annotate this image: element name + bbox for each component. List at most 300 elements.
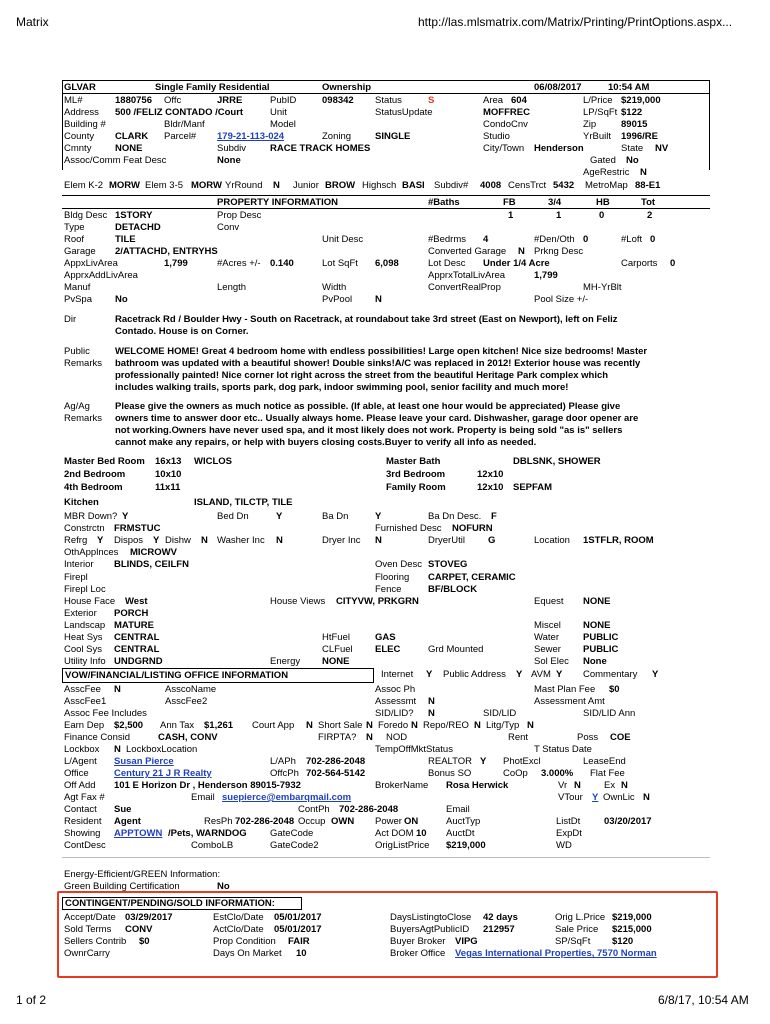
roof-label: Roof — [64, 234, 85, 245]
gated-label: Gated — [590, 155, 616, 166]
unit-label: Unit — [270, 107, 287, 118]
washer-value: N — [276, 535, 283, 546]
bed4-label: 4th Bedroom — [64, 482, 123, 493]
left-border — [62, 80, 63, 170]
firepl-label: Firepl — [64, 572, 88, 583]
sidlidann-label: SID/LID Ann — [583, 708, 636, 719]
flooring-value: CARPET, CERAMIC — [428, 572, 516, 583]
lotdesc-label: Lot Desc — [428, 258, 466, 269]
gatecode-label: GateCode — [270, 828, 314, 839]
school-elem35-label: Elem 3-5 — [145, 180, 184, 191]
furnished-value: NOFURN — [452, 523, 493, 534]
statusupdate-value: MOFFREC — [483, 107, 530, 118]
kitchen-value: ISLAND, TILCTP, TILE — [194, 497, 293, 508]
public-remarks-label: Public — [64, 346, 90, 357]
miscel-value: NONE — [583, 620, 611, 631]
totliv-value: 1,799 — [534, 270, 558, 281]
livarea-label: AppxLivArea — [64, 258, 118, 269]
masterbath-value: DBLSNK, SHOWER — [513, 456, 601, 467]
dispos-value: Y — [153, 535, 160, 546]
board-name: GLVAR — [64, 82, 96, 93]
property-type: Single Family Residential — [155, 82, 270, 93]
bldgdesc-label: Bldg Desc — [64, 210, 108, 221]
agag-remarks-label: Ag/Ag — [64, 401, 90, 412]
offc-label: Offc — [164, 95, 182, 106]
header-rule — [62, 93, 710, 94]
garage-value: 2/ATTACHD, ENTRYHS — [115, 246, 218, 257]
saleprice-value: $215,000 — [612, 924, 652, 935]
pvpool-label: PvPool — [322, 294, 353, 305]
badn-value: Y — [375, 511, 382, 522]
pubid-label: PubID — [270, 95, 297, 106]
censtrct-value: 5432 — [553, 180, 575, 191]
kitchen-label: Kitchen — [64, 497, 99, 508]
mhyrblt-label: MH-YrBlt — [583, 282, 622, 293]
gated-value: No — [626, 155, 639, 166]
cmnty-label: Cmnty — [64, 143, 92, 154]
acres-label: #Acres +/- — [217, 258, 261, 269]
carports-value: 0 — [670, 258, 676, 269]
yrround-value: N — [273, 180, 280, 191]
green-title: Energy-Efficient/GREEN Information: — [64, 869, 221, 880]
coolsys-value: CENTRAL — [114, 644, 160, 655]
family-value: 12x10 — [477, 482, 504, 493]
subdivnum-label: Subdiv# — [434, 180, 469, 191]
accept-value: 03/29/2017 — [125, 912, 173, 923]
refrg-value: Y — [97, 535, 104, 546]
agag-remarks-line: Please give the owners as much notice as possible. (If able, at least one hour would be appreciated) Please give — [115, 401, 621, 412]
agag-remarks-line: owners time to answer door etc.. Usually always home. Please leave your card. Dishwasher, garage door opener are — [115, 413, 639, 424]
dir-line: Contado. House is on Corner. — [115, 326, 249, 337]
right-border — [709, 80, 710, 170]
origlist-label: OrigListPrice — [375, 840, 430, 851]
courtapp-value: N — [306, 720, 313, 731]
contph-label: ContPh — [298, 804, 330, 815]
dishw-value: N — [201, 535, 208, 546]
contact-label: Contact — [64, 804, 97, 815]
hb-value: 0 — [599, 210, 605, 221]
bed3-value: 12x10 — [477, 469, 504, 480]
listdt-value: 03/20/2017 — [604, 816, 652, 827]
public-remarks-line: professionally painted! Nice corner lot right across the street from the beautiful Heritage Park complex which — [115, 370, 609, 381]
vow-right-rule — [373, 668, 374, 683]
actclo-label: ActClo/Date — [213, 924, 264, 935]
estclo-value: 05/01/2017 — [274, 912, 322, 923]
mastplan-value: $0 — [609, 684, 620, 695]
public-remarks-line: bathroom was updated with a beautiful shower! Double sinks!A/C was replaced in 2012! Exterior house was recently — [115, 358, 641, 369]
vow-section-title: VOW/FINANCIAL/LISTING OFFICE INFORMATION — [65, 670, 289, 681]
ownlic-label: OwnLic — [603, 792, 635, 803]
lagent-label: L/Agent — [64, 756, 97, 767]
realtor-label: REALTOR — [428, 756, 472, 767]
fb-value: 1 — [508, 210, 514, 221]
agent-email-link[interactable]: suepierce@embarqmail.com — [222, 792, 352, 803]
highsch-value: BASI — [402, 180, 425, 191]
foredo-value: N — [411, 720, 418, 731]
agerestric-label: AgeRestric — [583, 167, 630, 178]
asscfee2-label: AsscFee2 — [165, 696, 208, 707]
building-label: Building # — [64, 119, 106, 130]
water-label: Water — [534, 632, 559, 643]
state-value: NV — [655, 143, 669, 154]
public-remarks-label: Remarks — [64, 358, 103, 369]
equest-value: NONE — [583, 596, 611, 607]
tq-label: 3/4 — [548, 197, 562, 208]
buyerbroker-value: VIPG — [455, 936, 478, 947]
family-label: Family Room — [386, 482, 446, 493]
foredo-label: Foredo — [378, 720, 409, 731]
photexcl-label: PhotExcl — [503, 756, 541, 767]
pvspa-value: No — [115, 294, 128, 305]
furnished-label: Furnished Desc — [375, 523, 442, 534]
showing-link[interactable]: APPTOWN — [114, 828, 163, 839]
poss-value: COE — [610, 732, 631, 743]
contph-value: 702-286-2048 — [339, 804, 399, 815]
bed3-label: 3rd Bedroom — [386, 469, 446, 480]
daysonmkt-value: 10 — [296, 948, 307, 959]
pvpool-value: N — [375, 294, 382, 305]
bonusso-label: Bonus SO — [428, 768, 472, 779]
ownlic-value: N — [643, 792, 650, 803]
othapp-label: OthApplnces — [64, 547, 119, 558]
earndep-label: Earn Dep — [64, 720, 105, 731]
status-value: S — [428, 95, 435, 106]
ovendesc-label: Oven Desc — [375, 559, 422, 570]
resph-label: ResPh — [204, 816, 233, 827]
houseface-value: West — [125, 596, 148, 607]
yrbuilt-label: YrBuilt — [583, 131, 611, 142]
internet-label: Internet — [381, 669, 414, 680]
exterior-value: PORCH — [114, 608, 149, 619]
family-desc: SEPFAM — [513, 482, 553, 493]
location-label: Location — [534, 535, 570, 546]
vow-left-rule — [62, 668, 63, 683]
auctyp-label: AuctTyp — [446, 816, 481, 827]
yrbuilt-value: 1996/RE — [621, 131, 658, 142]
convreal-label: ConvertRealProp — [428, 282, 501, 293]
assoc-label: Assoc/Comm Feat Desc — [64, 155, 167, 166]
estclo-label: EstClo/Date — [213, 912, 264, 923]
offc-value: JRRE — [217, 95, 243, 106]
power-label: Power — [375, 816, 402, 827]
assessmnt-value: N — [428, 696, 435, 707]
livarea-value: 1,799 — [164, 258, 188, 269]
litgtyp-label: Litg/Typ — [486, 720, 520, 731]
asscfee1-label: AsscFee1 — [64, 696, 107, 707]
commentary-label: Commentary — [583, 669, 638, 680]
energy-label: Energy — [270, 656, 301, 667]
sidlid-label: SID/LID? — [375, 708, 414, 719]
propcond-value: FAIR — [288, 936, 310, 947]
county-label: County — [64, 131, 95, 142]
statusupdate-label: StatusUpdate — [375, 107, 433, 118]
convgarage-value: N — [518, 246, 525, 257]
zip-label: Zip — [583, 119, 597, 130]
assocfeeincl-label: Assoc Fee Includes — [64, 708, 147, 719]
ownrcarry-label: OwnrCarry — [64, 948, 110, 959]
sold-title-right-rule — [301, 897, 302, 910]
finance-label: Finance Consid — [64, 732, 131, 743]
county-value: CLARK — [115, 131, 149, 142]
earndep-value: $2,500 — [114, 720, 144, 731]
yrround-label: YrRound — [225, 180, 263, 191]
refrg-label: Refrg — [64, 535, 88, 546]
ml-label: ML# — [64, 95, 83, 106]
parcel-link[interactable]: 179-21-113-024 — [217, 131, 285, 142]
courtapp-label: Court App — [252, 720, 295, 731]
dir-line: Racetrack Rd / Boulder Hwy - South on Racetrack, at roundabout take 3rd street (East on Newport), left on Feliz — [115, 314, 618, 325]
subdiv-label: Subdiv — [217, 143, 247, 154]
resph-value: 702-286-2048 — [235, 816, 295, 827]
junior-value: BROW — [325, 180, 356, 191]
address-value: 500 /FELIZ CONTADO /Court — [115, 107, 244, 118]
school-elemk2-value: MORW — [109, 180, 140, 191]
header-time: 10:54 AM — [608, 82, 650, 93]
houseface-label: House Face — [64, 596, 116, 607]
occup-label: Occup — [298, 816, 326, 827]
master-desc: WICLOS — [194, 456, 232, 467]
commentary-value: Y — [652, 669, 659, 680]
rent-label: Rent — [508, 732, 529, 743]
avm-value: Y — [556, 669, 563, 680]
solelec-value: None — [583, 656, 607, 667]
censtrct-label: CensTrct — [508, 180, 547, 191]
lprice-label: L/Price — [583, 95, 613, 106]
header-date: 06/08/2017 — [534, 82, 582, 93]
addliv-label: ApprxAddLivArea — [64, 270, 138, 281]
dir-label: Dir — [64, 314, 77, 325]
vow-top-rule — [62, 668, 374, 669]
combolb-label: ComboLB — [191, 840, 234, 851]
office-link[interactable]: Century 21 J R Realty — [114, 768, 212, 779]
interior-label: Interior — [64, 559, 94, 570]
print-timestamp: 6/8/17, 10:54 AM — [658, 993, 749, 1007]
brokername-value: Rosa Herwick — [446, 780, 509, 791]
actdom-label: Act DOM — [375, 828, 414, 839]
offcph-value: 702-564-5142 — [306, 768, 366, 779]
agag-remarks-line: not working.Owners have never used spa, and it most likely does not work. Property is being sold "as is" sellers — [115, 425, 623, 436]
laph-label: L/APh — [270, 756, 296, 767]
internet-value: Y — [426, 669, 433, 680]
ovendesc-value: STOVEG — [428, 559, 468, 570]
spsqft-label: SP/SqFt — [555, 936, 591, 947]
bedrms-label: #Bedrms — [428, 234, 467, 245]
shortsale-label: Short Sale — [318, 720, 363, 731]
pubaddr-value: Y — [516, 669, 523, 680]
propdesc-label: Prop Desc — [217, 210, 262, 221]
condocnv-label: CondoCnv — [483, 119, 528, 130]
green-cert-value: No — [217, 881, 230, 892]
mbrdown-value: Y — [122, 511, 129, 522]
mastplan-label: Mast Plan Fee — [534, 684, 596, 695]
sellers-label: Sellers Contrib — [64, 936, 127, 947]
laph-value: 702-286-2048 — [306, 756, 366, 767]
soldterms-label: Sold Terms — [64, 924, 112, 935]
bldrmanf-label: Bldr/Manf — [164, 119, 205, 130]
bedrms-value: 4 — [483, 234, 489, 245]
metromap-label: MetroMap — [585, 180, 628, 191]
tot-label: Tot — [641, 197, 656, 208]
length-label: Length — [217, 282, 247, 293]
fb-label: FB — [503, 197, 516, 208]
page-url: http://las.mlsmatrix.com/Matrix/Printing/PrintOptions.aspx... — [418, 15, 733, 29]
daysonmkt-label: Days On Market — [213, 948, 282, 959]
coolsys-label: Cool Sys — [64, 644, 103, 655]
dryer-value: N — [375, 535, 382, 546]
green-divider — [62, 857, 710, 858]
offadd-label: Off Add — [64, 780, 96, 791]
firpta-value: N — [366, 732, 373, 743]
fence-label: Fence — [375, 584, 402, 595]
showing-label: Showing — [64, 828, 101, 839]
lagent-link[interactable]: Susan Pierce — [114, 756, 174, 767]
daystoclose-value: 42 days — [483, 912, 518, 923]
lockbox-value: N — [114, 744, 121, 755]
shortsale-value: N — [366, 720, 373, 731]
lpsqft-label: LP/SqFt — [583, 107, 618, 118]
contact-value: Sue — [114, 804, 132, 815]
masterbath-label: Master Bath — [386, 456, 441, 467]
model-label: Model — [270, 119, 296, 130]
saleprice-label: Sale Price — [555, 924, 599, 935]
address-label: Address — [64, 107, 99, 118]
interior-value: BLINDS, CEILFN — [114, 559, 189, 570]
poolsize-label: Pool Size +/- — [534, 294, 589, 305]
garage-label: Garage — [64, 246, 96, 257]
poss-label: Poss — [577, 732, 599, 743]
offcph-label: OffcPh — [270, 768, 299, 779]
sellers-value: $0 — [139, 936, 150, 947]
htfuel-value: GAS — [375, 632, 396, 643]
master-value: 16x13 — [155, 456, 182, 467]
brokeroffice-link[interactable]: Vegas International Properties, 7570 Norman — [455, 948, 657, 959]
sold-title-left-rule — [62, 897, 63, 910]
green-cert-label: Green Building Certification — [64, 881, 180, 892]
hb-label: HB — [596, 197, 610, 208]
avm-label: AVM — [531, 669, 551, 680]
dryer-label: Dryer Inc — [322, 535, 361, 546]
assessmnt-label: Assessmt — [375, 696, 417, 707]
exterior-label: Exterior — [64, 608, 97, 619]
denoth-label: #Den/Oth — [534, 234, 575, 245]
carports-label: Carports — [621, 258, 658, 269]
soldterms-value: CONV — [125, 924, 153, 935]
houseviews-label: House Views — [270, 596, 326, 607]
lockbox-label: Lockbox — [64, 744, 100, 755]
agtfax-label: Agt Fax # — [64, 792, 105, 803]
occup-value: OWN — [331, 816, 355, 827]
area-label: Area — [483, 95, 504, 106]
sold-section-title: CONTINGENT/PENDING/SOLD INFORMATION: — [65, 898, 275, 909]
beddn-value: Y — [276, 511, 283, 522]
landscap-value: MATURE — [114, 620, 154, 631]
assocph-label: Assoc Ph — [375, 684, 416, 695]
junior-label: Junior — [293, 180, 319, 191]
constrctn-value: FRMSTUC — [114, 523, 161, 534]
assocname-label: AsscoName — [165, 684, 217, 695]
badndesc-label: Ba Dn Desc. — [428, 511, 482, 522]
lotdesc-value: Under 1/4 Acre — [483, 258, 550, 269]
water-value: PUBLIC — [583, 632, 619, 643]
email2-label: Email — [446, 804, 470, 815]
actdom-value: 10 — [416, 828, 427, 839]
vr-label: Vr — [558, 780, 568, 791]
assoc-value: None — [217, 155, 241, 166]
vr-value: N — [574, 780, 581, 791]
brokeroffice-label: Broker Office — [390, 948, 446, 959]
manuf-label: Manuf — [64, 282, 91, 293]
totliv-label: ApprxTotalLivArea — [428, 270, 506, 281]
state-label: State — [621, 143, 644, 154]
energy-value: NONE — [322, 656, 350, 667]
loft-value: 0 — [650, 234, 656, 245]
conv-label: Conv — [217, 222, 240, 233]
school-elemk2-label: Elem K-2 — [64, 180, 104, 191]
solelec-label: Sol Elec — [534, 656, 569, 667]
denoth-value: 0 — [583, 234, 589, 245]
vtour-link[interactable]: Y — [592, 792, 599, 803]
bed2-value: 10x10 — [155, 469, 182, 480]
bed2-label: 2nd Bedroom — [64, 469, 126, 480]
ownership-label: Ownership — [322, 82, 372, 93]
utility-value: UNDGRND — [114, 656, 163, 667]
washer-label: Washer Inc — [217, 535, 265, 546]
litgtyp-value: N — [527, 720, 534, 731]
subdivnum-value: 4008 — [480, 180, 502, 191]
coop-label: CoOp — [503, 768, 528, 779]
dryerutil-label: DryerUtil — [428, 535, 465, 546]
power-value: ON — [404, 816, 419, 827]
leaseend-label: LeaseEnd — [583, 756, 626, 767]
top-rule — [62, 80, 710, 81]
unitdesc-label: Unit Desc — [322, 234, 364, 245]
vow-bottom-rule — [62, 682, 374, 683]
badn-label: Ba Dn — [322, 511, 349, 522]
tq-value: 1 — [556, 210, 562, 221]
reporeo-label: Repo/REO — [423, 720, 469, 731]
citytown-label: City/Town — [483, 143, 525, 154]
office-label: Office — [64, 768, 89, 779]
grdmounted-label: Grd Mounted — [428, 644, 484, 655]
flooring-label: Flooring — [375, 572, 410, 583]
spsqft-value: $120 — [612, 936, 634, 947]
prkngdesc-label: Prkng Desc — [534, 246, 584, 257]
beddn-label: Bed Dn — [217, 511, 249, 522]
offadd-value: 101 E Horizon Dr , Henderson 89015-7932 — [114, 780, 301, 791]
buyersagt-label: BuyersAgtPublicID — [390, 924, 470, 935]
auctdt-label: AuctDt — [446, 828, 475, 839]
parcel-label: Parcel# — [164, 131, 197, 142]
clfuel-label: CLFuel — [322, 644, 353, 655]
sidlid2-label: SID/LID — [483, 708, 517, 719]
baths-label: #Baths — [428, 197, 460, 208]
property-section-title: PROPERTY INFORMATION — [217, 197, 339, 208]
school-elem35-value: MORW — [191, 180, 222, 191]
lotsqft-value: 6,098 — [375, 258, 399, 269]
origlist-value: $219,000 — [446, 840, 486, 851]
email-label: Email — [191, 792, 215, 803]
clfuel-value: ELEC — [375, 644, 401, 655]
accept-label: Accept/Date — [64, 912, 116, 923]
heatsys-value: CENTRAL — [114, 632, 160, 643]
buyerbroker-label: Buyer Broker — [390, 936, 446, 947]
houseviews-value: CITYVW, PRKGRN — [336, 596, 419, 607]
daystoclose-label: DaysListingtoClose — [390, 912, 472, 923]
zoning-value: SINGLE — [375, 131, 411, 142]
master-label: Master Bed Room — [64, 456, 145, 467]
heatsys-label: Heat Sys — [64, 632, 103, 643]
tempoff-label: TempOffMktStatus — [375, 744, 453, 755]
